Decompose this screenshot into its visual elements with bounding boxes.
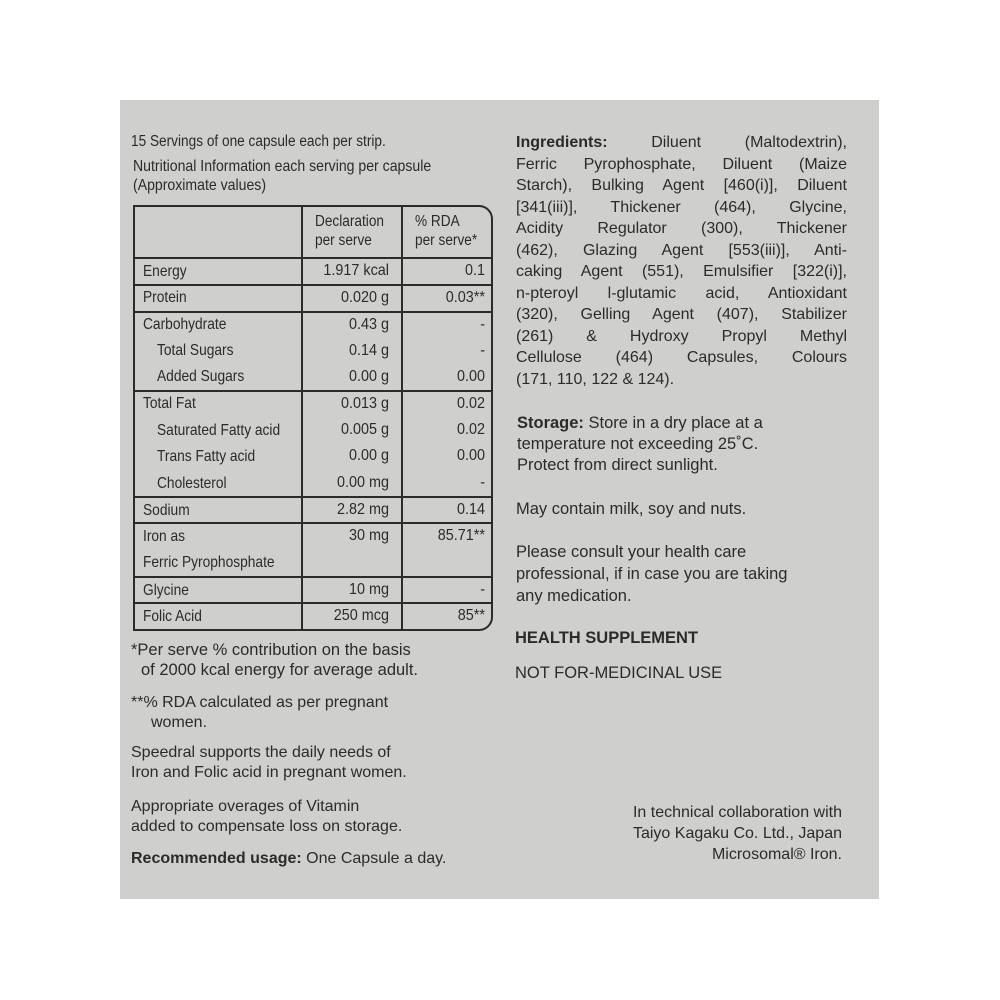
footnote-rda-basis-line1: *Per serve % contribution on the basis <box>131 641 411 659</box>
folic-acid-rda: 85** <box>457 607 485 624</box>
ingredients-line: (171, 110, 122 & 124). <box>516 370 675 388</box>
iron-declaration: 30 mg <box>348 527 389 544</box>
speedral-line1: Speedral supports the daily needs of <box>131 744 391 761</box>
ingredients-line: (320), Gelling Agent (407), Stabilizer <box>516 306 847 323</box>
overages-line1: Appropriate overages of Vitamin <box>131 798 360 815</box>
row-label-sodium: Sodium <box>143 502 190 519</box>
header-declaration-line1: Declaration <box>315 213 384 230</box>
servings-text: 15 Servings of one capsule each per strip. <box>131 133 386 150</box>
overages-statement <box>131 797 402 837</box>
header-rda-line2: per serve* <box>415 232 478 249</box>
ingredients-line: Cellulose (464) Capsules, Colours <box>516 349 847 366</box>
energy-rda: 0.1 <box>464 262 485 279</box>
collab-line: Taiyo Kagaku Co. Ltd., Japan <box>632 825 842 842</box>
nutrition-title: Nutritional Information each serving per capsule <box>133 158 432 175</box>
consult-line: Please consult your health care <box>516 543 747 561</box>
total-fat-rda: 0.02 <box>456 395 485 412</box>
glycine-declaration: 10 mg <box>348 581 389 598</box>
collab-line: In technical collaboration with <box>632 804 842 821</box>
row-label-trans-fatty-acid: Trans Fatty acid <box>157 448 256 465</box>
cholesterol-rda: - <box>480 474 485 491</box>
added-sugars-rda: 0.00 <box>456 368 485 385</box>
consult-line: professional, if in case you are taking <box>516 565 788 583</box>
protein-declaration: 0.020 g <box>340 289 389 306</box>
ingredients-line: Ferric Pyrophosphate, Diluent (Maize <box>516 155 847 173</box>
row-label-saturated-fatty-acid: Saturated Fatty acid <box>157 422 281 439</box>
allergen-warning: May contain milk, soy and nuts. <box>516 500 747 518</box>
ingredients-line: Diluent (Maltodextrin), <box>607 134 847 151</box>
cholesterol-declaration: 0.00 mg <box>336 474 389 491</box>
saturated-fatty-acid-rda: 0.02 <box>456 421 485 438</box>
protein-rda: 0.03** <box>445 289 485 306</box>
footnote-pregnant-line2: women. <box>151 714 208 731</box>
total-sugars-declaration: 0.14 g <box>348 342 389 359</box>
ingredients-line: Acidity Regulator (300), Thickener <box>516 220 847 237</box>
storage-line: Protect from direct sunlight. <box>517 456 718 474</box>
row-label-energy: Energy <box>143 263 187 280</box>
footnote-rda-basis <box>131 640 418 680</box>
speedral-statement <box>131 743 407 783</box>
added-sugars-declaration: 0.00 g <box>348 368 389 385</box>
header-rda <box>415 212 477 250</box>
ingredients-line: Starch), Bulking Agent [460(i)], Diluent <box>516 177 847 194</box>
energy-declaration: 1.917 kcal <box>323 262 389 279</box>
ingredients-line: caking Agent (551), Emulsifier [322(i)], <box>516 263 847 280</box>
row-label-added-sugars: Added Sugars <box>157 368 245 385</box>
overages-line2: added to compensate loss on storage. <box>131 818 403 835</box>
sodium-declaration: 2.82 mg <box>336 501 389 518</box>
speedral-line2: Iron and Folic acid in pregnant women. <box>131 764 407 781</box>
collab-line: Microsomal® Iron. <box>711 846 842 863</box>
row-label-folic-acid: Folic Acid <box>143 608 202 625</box>
consult-warning <box>516 541 788 607</box>
row-label-iron-line1: Iron as <box>143 528 186 545</box>
row-label-total-sugars: Total Sugars <box>157 342 234 359</box>
row-label-cholesterol: Cholesterol <box>157 475 227 492</box>
row-label-protein: Protein <box>143 289 187 306</box>
glycine-rda: - <box>480 581 485 598</box>
footnote-rda-basis-line2: of 2000 kcal energy for average adult. <box>141 661 419 679</box>
row-label-iron-line2: Ferric Pyrophosphate <box>143 554 275 571</box>
approx-values-note: (Approximate values) <box>133 177 267 194</box>
row-label-carbohydrate: Carbohydrate <box>143 316 227 333</box>
usage-value: One Capsule a day. <box>301 850 447 867</box>
footnote-pregnant-line1: **% RDA calculated as per pregnant <box>131 694 389 711</box>
recommended-usage <box>131 849 446 869</box>
sodium-rda: 0.14 <box>456 501 485 518</box>
column-divider <box>401 207 403 629</box>
storage-block <box>517 413 763 476</box>
total-sugars-rda: - <box>480 342 485 359</box>
trans-fatty-acid-declaration: 0.00 g <box>348 447 389 464</box>
ingredients-line: (261) & Hydroxy Propyl Methyl <box>516 327 847 345</box>
consult-line: any medication. <box>516 587 632 605</box>
ingredients-label: Ingredients: <box>516 134 608 151</box>
collaboration-note <box>560 802 842 865</box>
ingredients-line: n-pteroyl l-glutamic acid, Antioxidant <box>516 284 847 302</box>
health-supplement-heading: HEALTH SUPPLEMENT <box>515 629 699 647</box>
ingredients-block <box>516 132 847 390</box>
carbohydrate-declaration: 0.43 g <box>348 316 389 333</box>
storage-line: Store in a dry place at a <box>583 414 763 432</box>
header-rda-line1: % RDA <box>415 213 460 230</box>
column-divider <box>301 207 303 629</box>
storage-label: Storage: <box>517 414 584 432</box>
ingredients-line: [341(iii)], Thickener (464), Glycine, <box>516 198 847 216</box>
iron-rda: 85.71** <box>437 527 485 544</box>
total-fat-declaration: 0.013 g <box>340 395 389 412</box>
not-medicinal-notice: NOT FOR-MEDICINAL USE <box>515 664 723 682</box>
ingredients-line: (462), Glazing Agent [553(iii)], Anti- <box>516 241 847 259</box>
nutrition-table <box>133 205 493 631</box>
row-label-glycine: Glycine <box>143 582 189 599</box>
usage-label: Recommended usage: <box>131 850 302 867</box>
header-declaration <box>315 212 384 250</box>
trans-fatty-acid-rda: 0.00 <box>456 447 485 464</box>
header-declaration-line2: per serve <box>315 232 372 249</box>
carbohydrate-rda: - <box>480 316 485 333</box>
footnote-pregnant <box>131 693 388 733</box>
storage-line: temperature not exceeding 25˚C. <box>517 435 759 453</box>
row-label-total-fat: Total Fat <box>143 395 196 412</box>
saturated-fatty-acid-declaration: 0.005 g <box>340 421 389 438</box>
folic-acid-declaration: 250 mcg <box>333 607 389 624</box>
